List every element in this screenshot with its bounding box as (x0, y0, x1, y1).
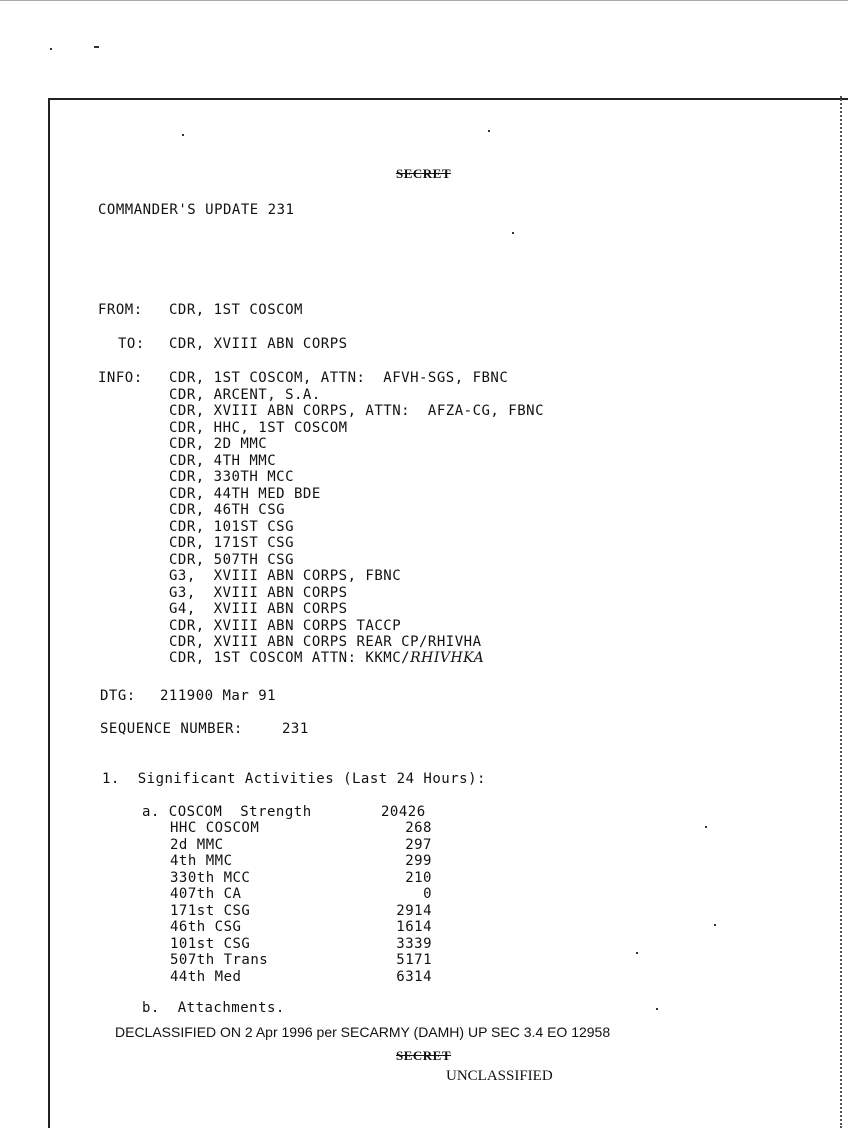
unit-name: 101st CSG (170, 935, 251, 952)
info-list-item: CDR, 171ST CSG (169, 535, 295, 551)
section-1-heading: 1. Significant Activities (Last 24 Hours): (102, 771, 486, 787)
info-list-item: G3, XVIII ABN CORPS, FBNC (169, 568, 402, 584)
sequence-label: SEQUENCE NUMBER: (100, 721, 243, 737)
classification-stamp-top: SECRET (396, 166, 452, 181)
handwritten-annotation: RHIVHKA (410, 650, 485, 666)
info-list-item: CDR, 1ST COSCOM, ATTN: AFVH-SGS, FBNC (169, 370, 509, 386)
table-row (170, 853, 432, 870)
strength-total: 20426 (381, 804, 426, 820)
attachments-item: b. Attachments. (142, 1000, 285, 1016)
info-list-item: G3, XVIII ABN CORPS (169, 584, 348, 601)
info-list-item: CDR, HHC, 1ST COSCOM (169, 419, 348, 436)
table-row (170, 919, 432, 936)
unit-strength: 268 (405, 820, 432, 836)
info-list-item: CDR, 2D MMC (169, 436, 268, 452)
table-row (170, 870, 432, 887)
scan-speck (182, 134, 184, 136)
unit-strength: 6314 (396, 968, 432, 985)
unit-strength: 1614 (396, 919, 432, 935)
unit-name: 4th MMC (170, 853, 233, 869)
unit-name: 407th CA (170, 886, 242, 902)
table-row (170, 952, 432, 969)
document-title: COMMANDER'S UPDATE 231 (98, 202, 295, 218)
unclassified-marking: UNCLASSIFIED (446, 1068, 553, 1084)
to-label: TO: (118, 336, 145, 352)
info-list-item: CDR, 101ST CSG (169, 518, 295, 535)
unit-name: 507th Trans (170, 952, 269, 968)
strength-table (170, 820, 432, 985)
unit-name: 46th CSG (170, 919, 242, 935)
unit-strength: 297 (405, 836, 432, 853)
page-border (48, 98, 848, 1128)
unit-name: 2d MMC (170, 836, 224, 853)
unit-strength: 210 (405, 869, 432, 886)
to-value: CDR, XVIII ABN CORPS (169, 336, 348, 352)
strength-heading: a. COSCOM Strength (142, 804, 312, 820)
info-label: INFO: (98, 370, 143, 386)
scan-speck (705, 826, 707, 828)
scan-top-edge (0, 0, 848, 5)
unit-name: HHC COSCOM (170, 820, 260, 836)
info-list-item: CDR, 46TH CSG (169, 502, 286, 518)
unit-strength: 299 (405, 853, 432, 869)
scan-speck (714, 924, 716, 926)
unit-name: 171st CSG (170, 902, 251, 919)
dtg-label: DTG: (100, 688, 136, 704)
scan-speck (636, 952, 638, 954)
info-last-typed: CDR, 1ST COSCOM ATTN: KKMC/ (169, 650, 411, 666)
scan-speck (488, 130, 490, 132)
info-list-item: CDR, XVIII ABN CORPS REAR CP/RHIVHA (169, 634, 482, 650)
unit-strength: 2914 (396, 902, 432, 919)
scan-speck (50, 48, 52, 50)
dtg-value: 211900 Mar 91 (160, 688, 277, 704)
sequence-value: 231 (282, 721, 309, 737)
scan-right-edge (836, 96, 842, 1128)
info-list-item: CDR, XVIII ABN CORPS TACCP (169, 617, 402, 634)
table-row (170, 837, 432, 854)
scan-speck (512, 232, 514, 234)
unit-strength: 3339 (396, 935, 432, 952)
from-label: FROM: (98, 302, 143, 318)
scan-speck (656, 1008, 658, 1010)
info-list-item: CDR, 44TH MED BDE (169, 485, 321, 502)
info-list-item: G4, XVIII ABN CORPS (169, 601, 348, 617)
table-row (170, 886, 432, 903)
table-row (170, 820, 432, 837)
table-row (170, 969, 432, 986)
unit-strength: 0 (423, 886, 432, 902)
declassification-notice: DECLASSIFIED ON 2 Apr 1996 per SECARMY (DAMH) UP SEC 3.4 EO 12958 (115, 1024, 611, 1040)
table-row (170, 936, 432, 953)
table-row (170, 903, 432, 920)
unit-strength: 5171 (396, 952, 432, 968)
unit-name: 330th MCC (170, 869, 251, 886)
info-list-item: CDR, 330TH MCC (169, 469, 295, 485)
info-list-item: CDR, ARCENT, S.A. (169, 386, 321, 403)
info-list-item: CDR, 4TH MMC (169, 452, 277, 469)
info-list-item-last (169, 650, 484, 667)
scan-speck (94, 46, 99, 48)
info-list-item: CDR, 507TH CSG (169, 551, 295, 568)
from-value: CDR, 1ST COSCOM (169, 302, 303, 318)
classification-stamp-bottom: SECRET (396, 1048, 452, 1063)
info-list-item: CDR, XVIII ABN CORPS, ATTN: AFZA-CG, FBNC (169, 403, 545, 419)
unit-name: 44th Med (170, 968, 242, 985)
